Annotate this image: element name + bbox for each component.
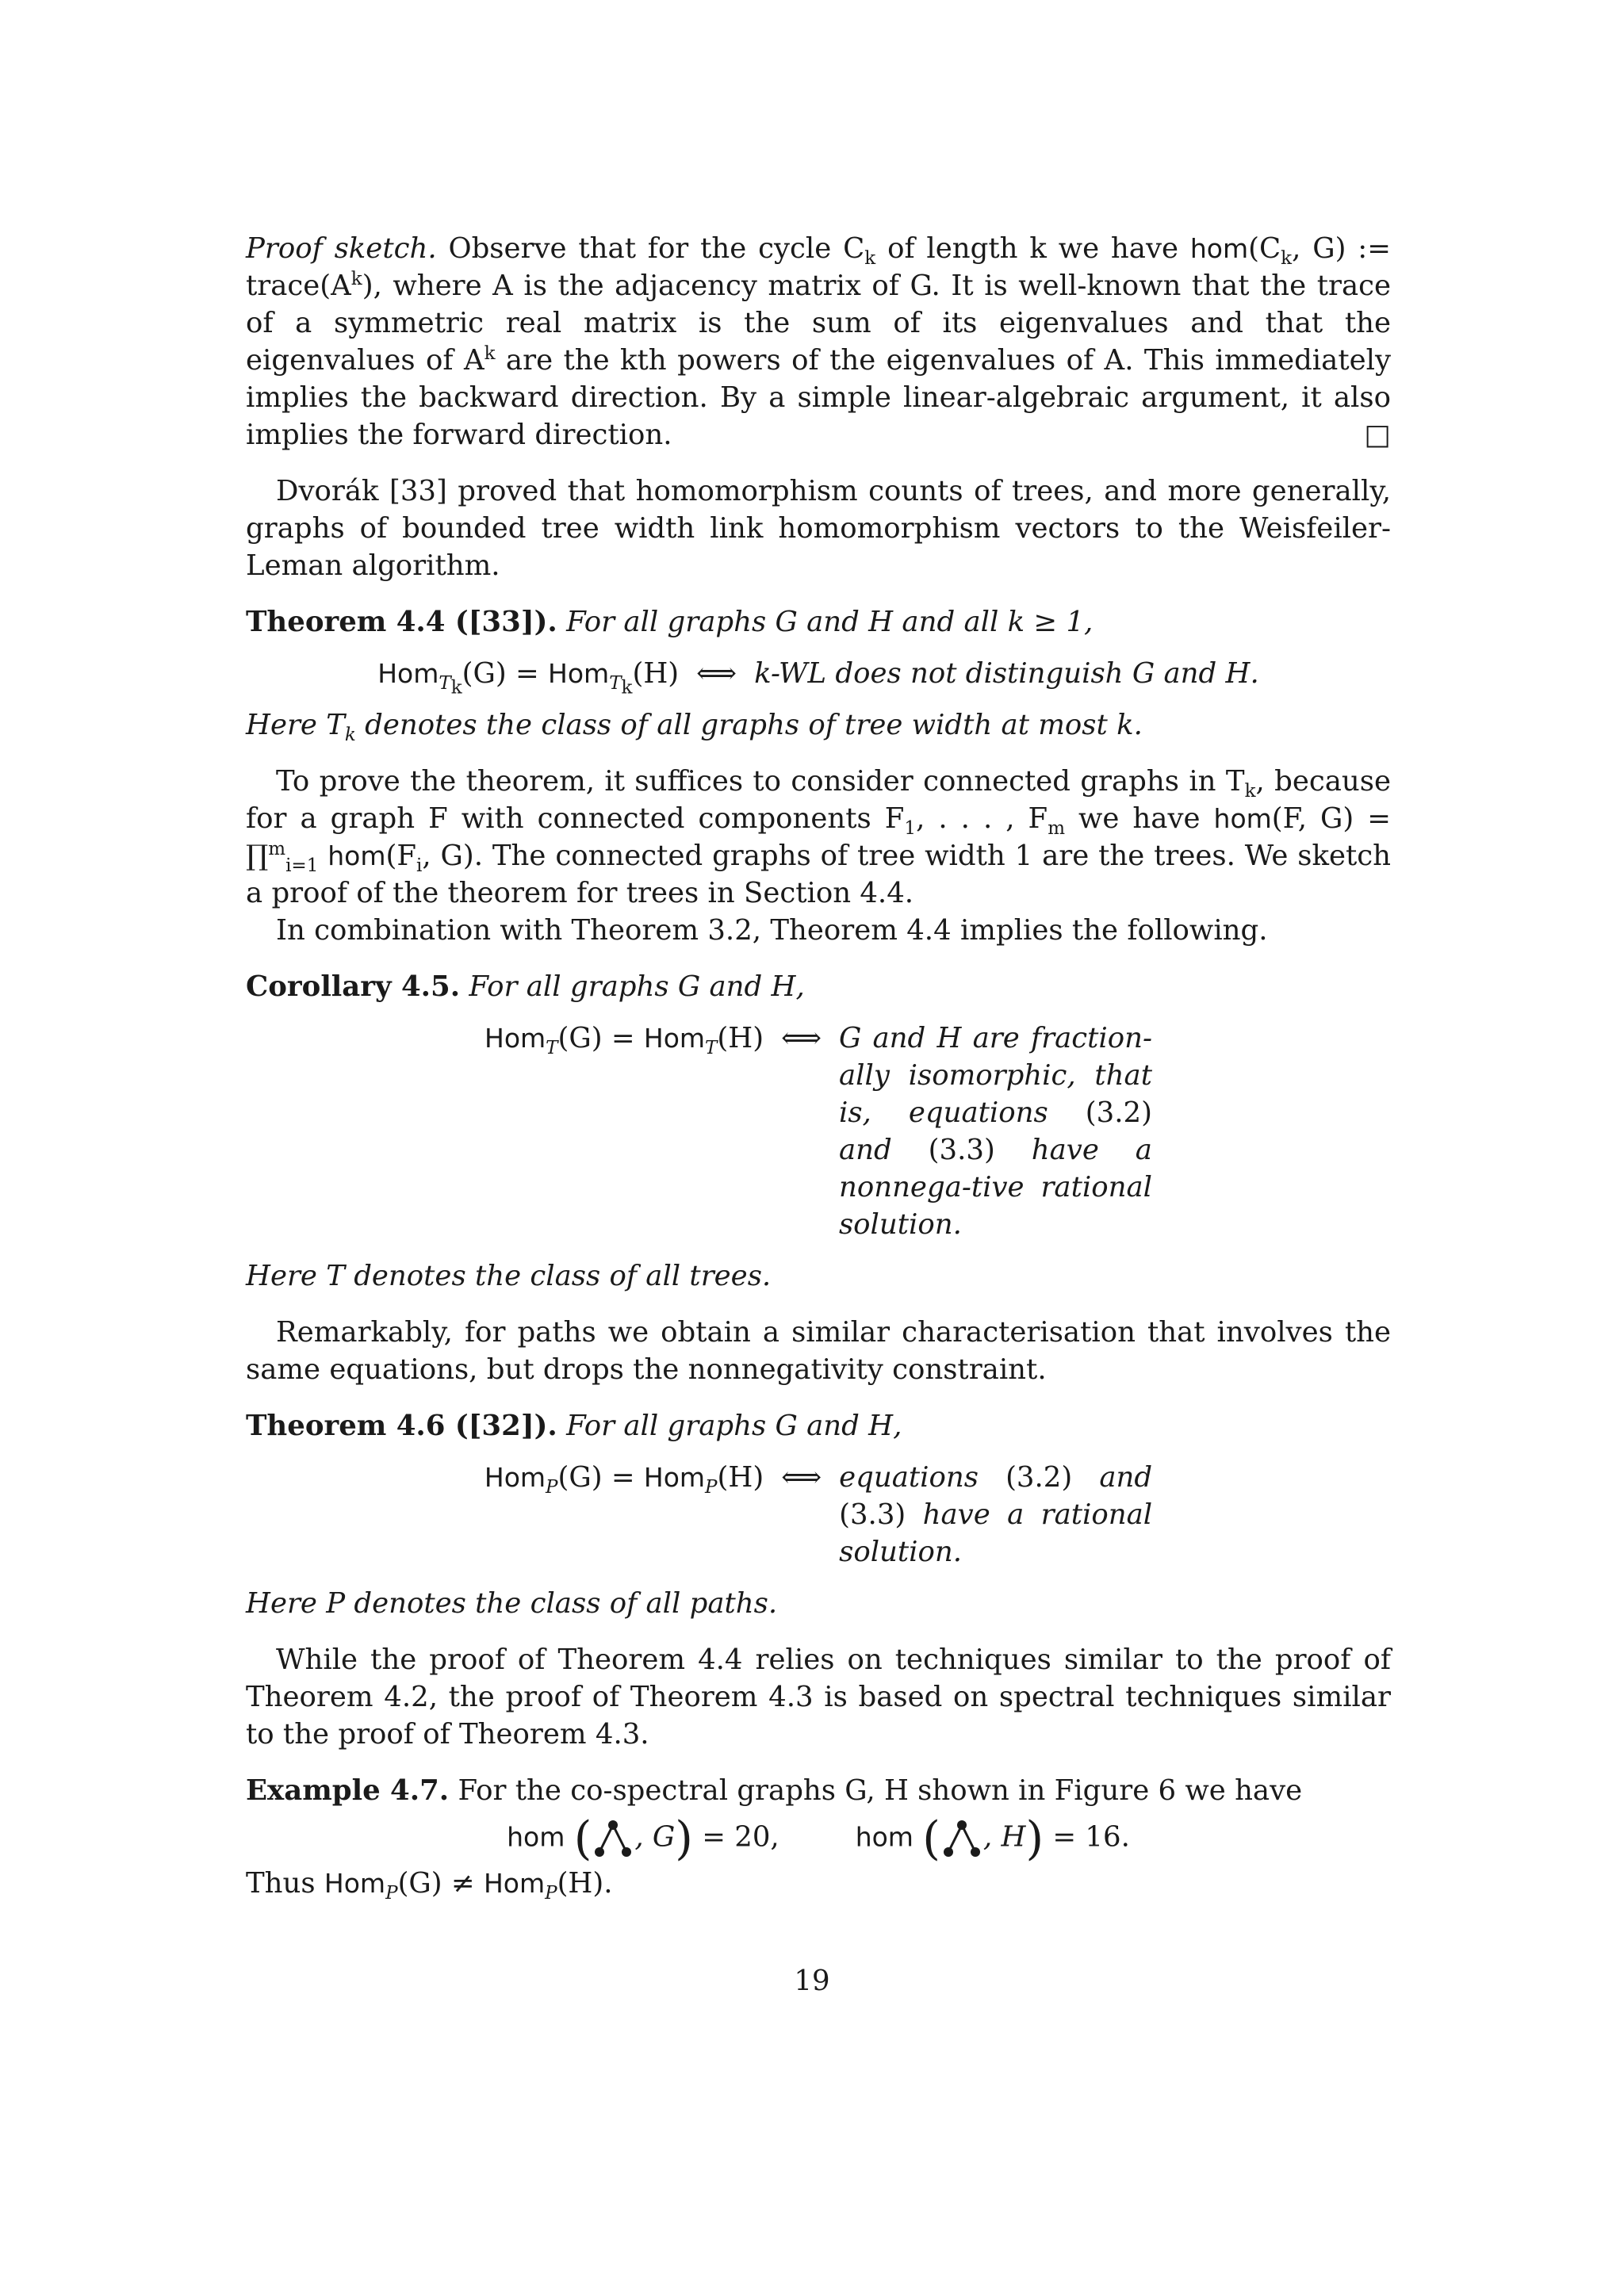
hom-symbol: Hom — [485, 1023, 546, 1054]
theorem-4-6-text: For all graphs G and H, — [566, 1410, 902, 1442]
corollary-label: Corollary 4.5. — [246, 970, 461, 1003]
iff-symbol: ⟺ — [696, 657, 737, 690]
proof-sup-1: k — [350, 269, 362, 290]
hom-symbol: hom — [1189, 233, 1249, 264]
prove-text-e: (F, G) = ∏ — [246, 802, 1392, 872]
lhs-eq: (G) = — [557, 1022, 644, 1054]
class-sub: k — [450, 677, 462, 698]
here-text: Here T denotes the class of all trees. — [246, 1260, 772, 1292]
right-paren: ) — [675, 1811, 693, 1866]
iff-symbol: ⟺ — [781, 1461, 822, 1494]
here-sub: k — [344, 725, 356, 746]
rhs-text-1: G and H are fraction-ally isomorphic, that is, equations — [838, 1022, 1152, 1129]
prove-text-d: we have — [1065, 802, 1214, 835]
class-symbol: P — [705, 1477, 718, 1498]
hom-symbol: Hom — [324, 1868, 386, 1899]
hom-symbol: Hom — [643, 1023, 706, 1054]
corollary-rhs — [839, 1020, 1152, 1243]
rhs-text-2: and — [1072, 1461, 1153, 1494]
prove-sub-b: 1 — [904, 818, 917, 840]
path-graph-icon — [940, 1817, 983, 1860]
class-symbol: P — [385, 1883, 398, 1904]
equation-ref: (3.3) — [839, 1498, 906, 1531]
class-symbol: P — [545, 1883, 557, 1904]
hom-h-value: = 16. — [1052, 1820, 1130, 1854]
prove-text-f — [318, 840, 327, 872]
combination-paragraph: In combination with Theorem 3.2, Theorem 4.4 implies the following. — [276, 914, 1268, 947]
theorem-4-6 — [246, 1407, 1391, 1445]
qed-symbol: □ — [1364, 419, 1391, 451]
theorem-4-6-lhs — [485, 1459, 764, 1496]
prove-sub-e: i=1 — [285, 855, 319, 877]
left-paren: ( — [573, 1811, 592, 1866]
proof-text-7: are the kth powers of the eigenvalues of A. This immediately implies the backward direction. By a simple linear-algebraic argument, it also implies the forward direction. — [246, 344, 1392, 451]
theorem-4-4-rhs: k-WL does not distinguish G and H. — [754, 657, 1259, 690]
proof-label: Proof sketch. — [246, 232, 437, 265]
here-text: Here T — [246, 709, 345, 741]
dvorak-paragraph: Dvorák [33] proved that homomorphism counts of trees, and more generally, graphs of bounded tree width link homomorphism vectors to the Weisfeiler-Leman algorithm. — [246, 475, 1391, 582]
left-paren: ( — [922, 1811, 940, 1866]
proof-text-6: where A is the adjacency matrix of G. It is well-known that the trace of a symmetric real matrix is the sum of its eigenvalues and that the eigenvalues of A — [246, 270, 1391, 377]
lhs-arg: (H) — [717, 1461, 764, 1494]
proof-text-1: Observe that for the cycle C — [448, 232, 865, 265]
hom-symbol: hom — [1213, 803, 1272, 834]
paper-page — [246, 230, 1391, 1902]
here-rest: denotes the class of all graphs of tree width at most k. — [355, 709, 1143, 741]
example-4-7-display — [246, 1811, 1391, 1866]
proof-text-5: ), — [362, 270, 382, 302]
prove-text-a: To prove the theorem, it suffices to consider connected graphs in T — [276, 765, 1245, 798]
example-text: For the co-spectral graphs G, H shown in Figure 6 we have — [458, 1774, 1303, 1807]
lhs-arg: (H) — [717, 1022, 764, 1054]
class-symbol: T — [546, 1038, 558, 1059]
iff-symbol: ⟺ — [781, 1022, 822, 1054]
hom-symbol: Hom — [377, 658, 439, 689]
prove-text-c: , . . . , F — [916, 802, 1048, 835]
class-symbol: T — [705, 1038, 718, 1059]
lhs-arg: (H) — [632, 657, 680, 690]
path-graph-icon — [592, 1817, 634, 1860]
proof-sketch-paragraph — [246, 230, 1391, 453]
class-symbol: T — [439, 673, 451, 695]
remarkably-paragraph: Remarkably, for paths we obtain a similar characterisation that involves the same equations, but drops the nonnegativity constraint. — [246, 1316, 1391, 1386]
hom-symbol: hom — [855, 1821, 914, 1853]
lhs-eq: (G) = — [462, 657, 549, 690]
proof-text-4: , G) := trace(A — [246, 232, 1391, 302]
theorem-4-4-label: Theorem 4.4 ([33]). — [246, 606, 557, 638]
prove-sub-c: m — [1048, 818, 1065, 840]
thus-line — [246, 1865, 1391, 1902]
proof-text-2: of length k we have — [875, 232, 1190, 265]
class-symbol: P — [546, 1477, 558, 1498]
prove-text-g: (F — [385, 840, 416, 872]
theorem-4-6-label: Theorem 4.6 ([32]). — [246, 1410, 557, 1442]
hom-g-arg: , G — [634, 1820, 676, 1854]
example-label: Example 4.7. — [246, 1774, 450, 1807]
theorem-4-4-here — [246, 706, 1391, 744]
corollary-4-5 — [246, 968, 1391, 1005]
to-prove-paragraph — [246, 763, 1391, 912]
thus-text: Thus — [246, 1867, 324, 1900]
prove-sub-a: k — [1244, 781, 1256, 802]
theorem-4-6-rhs — [839, 1459, 1152, 1571]
hom-symbol: hom — [327, 840, 386, 871]
hom-symbol: Hom — [548, 658, 610, 689]
corollary-lhs — [485, 1020, 764, 1057]
theorem-4-6-display — [246, 1459, 1391, 1571]
class-sub: k — [621, 677, 633, 698]
corollary-here — [246, 1257, 1391, 1295]
theorem-4-4 — [246, 603, 1391, 641]
rhs-text-3: have a rational solution. — [839, 1498, 1153, 1568]
hom-g-expression — [507, 1811, 779, 1866]
proof-sub-2: k — [1281, 248, 1293, 270]
proof-text-3: (C — [1248, 232, 1281, 265]
rhs-text-2: and — [838, 1134, 929, 1166]
rhs-text-3: have a nonnega-tive rational solution. — [838, 1134, 1152, 1241]
theorem-4-6-here — [246, 1585, 1391, 1622]
thus-end: (H). — [557, 1867, 613, 1900]
here-text: Here P denotes the class of all paths. — [246, 1587, 778, 1620]
page-number: 19 — [794, 1965, 830, 1997]
example-4-7 — [246, 1772, 1391, 1809]
hom-symbol: Hom — [484, 1462, 546, 1493]
right-paren: ) — [1025, 1811, 1044, 1866]
thus-neq: (G) ≠ — [397, 1867, 484, 1900]
prove-text-h: , G). The connected graphs of tree width 1 are the trees. We sketch a proof of the theorem for trees in Section 4.4. — [246, 840, 1391, 909]
class-symbol: T — [609, 673, 622, 695]
hom-g-value: = 20, — [702, 1820, 779, 1854]
theorem-4-4-lhs — [377, 655, 680, 698]
hom-h-arg: , H — [982, 1820, 1026, 1854]
hom-symbol: hom — [507, 1821, 565, 1853]
rhs-text-1: equations — [839, 1461, 1006, 1494]
hom-h-expression — [855, 1811, 1130, 1866]
prove-sub-g: i — [416, 855, 423, 877]
equation-ref: (3.2) — [1005, 1461, 1073, 1494]
lhs-eq: (G) = — [557, 1461, 644, 1494]
corollary-text: For all graphs G and H, — [469, 970, 805, 1003]
proof-sup-2: k — [484, 343, 496, 365]
equation-ref: (3.2) — [1085, 1096, 1152, 1129]
proof-sub-1: k — [864, 248, 876, 270]
theorem-4-4-display — [246, 655, 1391, 698]
theorem-4-4-text: For all graphs G and H and all k ≥ 1, — [566, 606, 1094, 638]
prove-sup-e: m — [268, 839, 286, 860]
while-paragraph: While the proof of Theorem 4.4 relies on techniques similar to the proof of Theorem 4.2, the proof of Theorem 4.3 is based on spectral techniques similar to the proof of Theorem 4.3. — [246, 1644, 1391, 1751]
prove-text-b: , because for a graph F with connected components F — [246, 765, 1391, 835]
corollary-4-5-display — [246, 1020, 1391, 1243]
hom-symbol: Hom — [483, 1868, 546, 1899]
equation-ref: (3.3) — [928, 1134, 995, 1166]
hom-symbol: Hom — [643, 1462, 706, 1493]
